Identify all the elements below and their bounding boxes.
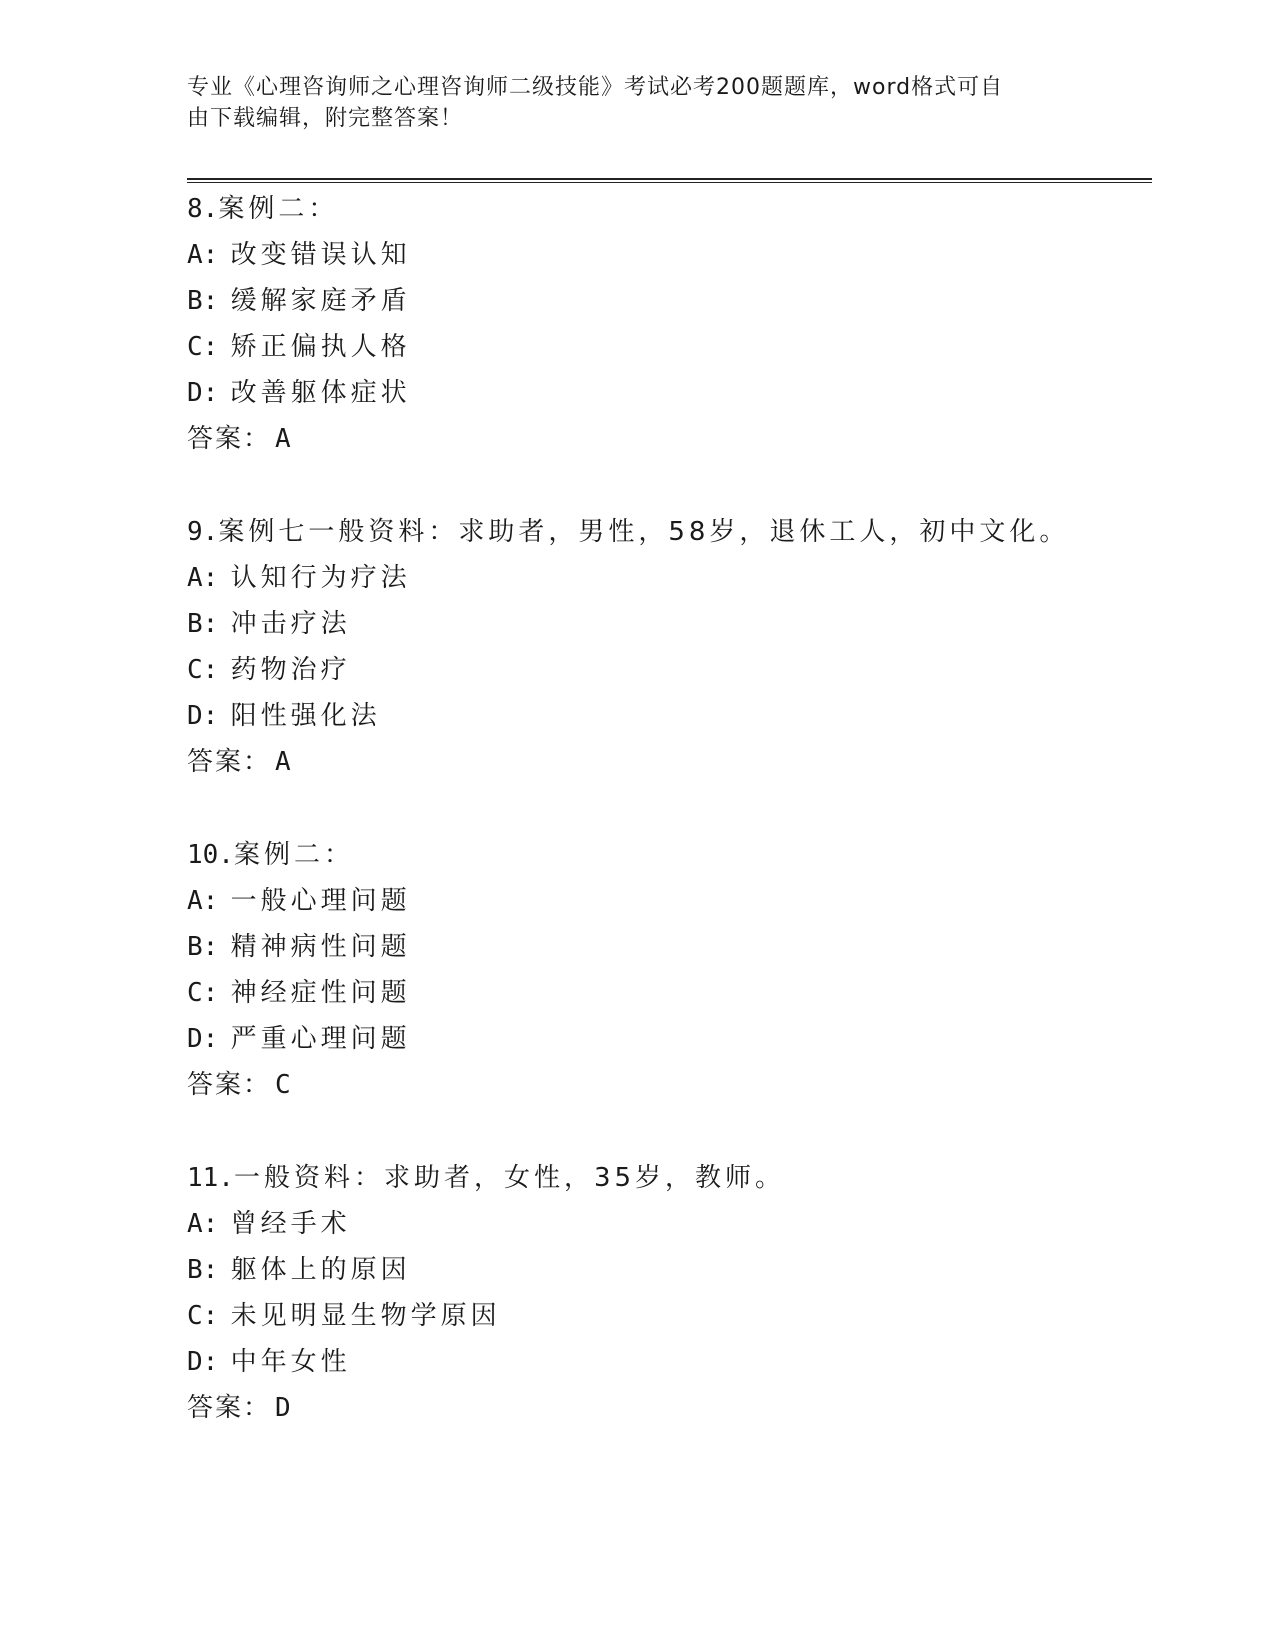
option-a (187, 1201, 1147, 1247)
option-letter: B: (187, 1255, 219, 1285)
question-8 (187, 186, 1147, 462)
option-letter: A: (187, 240, 219, 270)
option-letter: D: (187, 378, 219, 408)
answer-label: 答案： (187, 747, 272, 777)
option-text: 中年女性 (230, 1347, 351, 1377)
question-text: 一般资料：求助者，女性，35岁，教师。 (233, 1163, 786, 1193)
option-b (187, 601, 1147, 647)
question-number: 9. (187, 517, 219, 547)
question-10 (187, 832, 1147, 1108)
option-letter: C: (187, 978, 219, 1008)
option-c (187, 1293, 1147, 1339)
answer-label: 答案： (187, 424, 272, 454)
option-c (187, 970, 1147, 1016)
option-text: 阳性强化法 (230, 701, 381, 731)
answer-label: 答案： (187, 1070, 272, 1100)
header-line-2: 由下载编辑，附完整答案！ (187, 106, 464, 131)
option-text: 曾经手术 (230, 1209, 351, 1239)
option-c (187, 324, 1147, 370)
answer-value: A (275, 424, 293, 454)
answer-line (187, 1385, 1147, 1431)
option-text: 神经症性问题 (230, 978, 411, 1008)
option-letter: C: (187, 655, 219, 685)
option-text: 矫正偏执人格 (230, 332, 411, 362)
option-d (187, 1016, 1147, 1062)
answer-value: C (275, 1070, 293, 1100)
option-text: 药物治疗 (230, 655, 351, 685)
option-letter: C: (187, 332, 219, 362)
option-letter: A: (187, 563, 219, 593)
option-letter: B: (187, 609, 219, 639)
answer-line (187, 1062, 1147, 1108)
option-letter: D: (187, 1024, 219, 1054)
option-b (187, 278, 1147, 324)
option-a (187, 555, 1147, 601)
option-b (187, 1247, 1147, 1293)
option-letter: B: (187, 932, 219, 962)
question-stem (187, 832, 1147, 878)
option-text: 冲击疗法 (230, 609, 351, 639)
option-letter: A: (187, 1209, 219, 1239)
option-letter: A: (187, 886, 219, 916)
option-letter: D: (187, 1347, 219, 1377)
option-letter: B: (187, 286, 219, 316)
question-text: 案例二： (233, 840, 354, 870)
option-text: 未见明显生物学原因 (230, 1301, 501, 1331)
header-line-1: 专业《心理咨询师之心理咨询师二级技能》考试必考200题题库，word格式可自 (187, 75, 1004, 100)
question-11 (187, 1155, 1147, 1431)
answer-line (187, 416, 1147, 462)
answer-label: 答案： (187, 1393, 272, 1423)
option-d (187, 1339, 1147, 1385)
option-text: 一般心理问题 (230, 886, 411, 916)
option-d (187, 370, 1147, 416)
question-stem (187, 509, 1147, 555)
question-stem (187, 1155, 1147, 1201)
answer-value: D (275, 1393, 293, 1423)
option-text: 精神病性问题 (230, 932, 411, 962)
option-letter: C: (187, 1301, 219, 1331)
question-number: 10. (187, 840, 234, 870)
option-text: 躯体上的原因 (230, 1255, 411, 1285)
question-9 (187, 509, 1147, 785)
header-divider-thick (187, 178, 1152, 180)
question-number: 11. (187, 1163, 234, 1193)
answer-line (187, 739, 1147, 785)
option-a (187, 878, 1147, 924)
answer-value: A (275, 747, 293, 777)
option-text: 认知行为疗法 (230, 563, 411, 593)
question-stem (187, 186, 1147, 232)
option-letter: D: (187, 701, 219, 731)
option-text: 缓解家庭矛盾 (230, 286, 411, 316)
option-b (187, 924, 1147, 970)
option-d (187, 693, 1147, 739)
option-c (187, 647, 1147, 693)
document-header (187, 72, 1067, 134)
option-text: 改善躯体症状 (230, 378, 411, 408)
option-text: 改变错误认知 (230, 240, 411, 270)
question-text: 案例二： (218, 194, 339, 224)
header-divider-thin (187, 182, 1152, 183)
option-text: 严重心理问题 (230, 1024, 411, 1054)
question-number: 8. (187, 194, 219, 224)
question-text: 案例七一般资料：求助者，男性，58岁，退休工人，初中文化。 (218, 517, 1070, 547)
option-a (187, 232, 1147, 278)
